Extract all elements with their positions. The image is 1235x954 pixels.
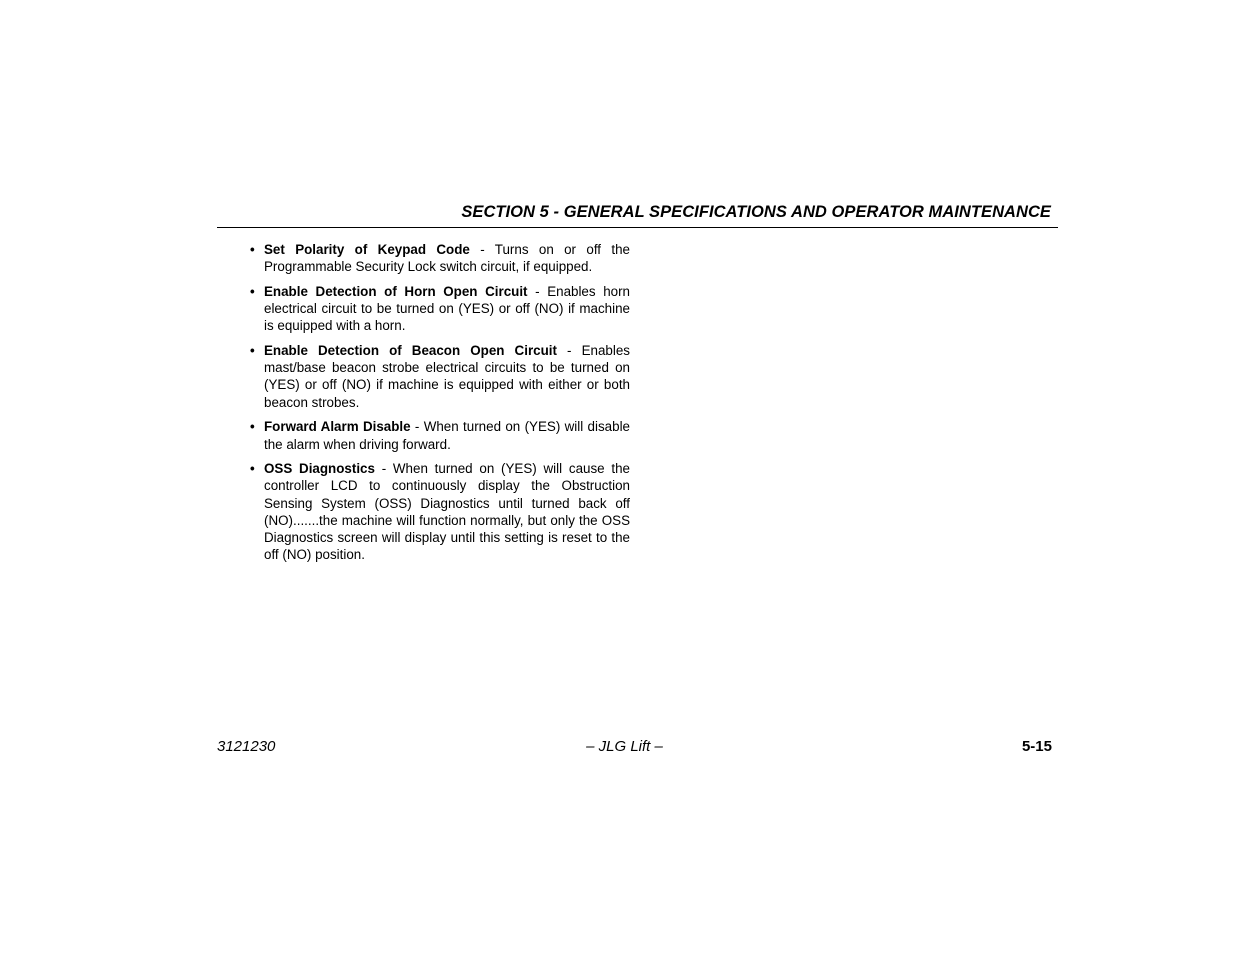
footer-publisher: – JLG Lift – (586, 738, 663, 755)
bullet-icon: • (250, 343, 255, 359)
bullet-item-horn-open-circuit (250, 283, 630, 335)
bullet-icon: • (250, 242, 255, 257)
bullet-icon: • (250, 461, 255, 477)
bullet-item-oss-diagnostics (250, 460, 630, 563)
bullet-term: Enable Detection of Beacon Open Circuit (264, 343, 557, 359)
bullet-description: - Enables mast/base beacon strobe electrical circuits to be turned on (YES) or off (NO) if machine is equipped with either or both beacon strobes. (264, 343, 630, 410)
bullet-term: Enable Detection of Horn Open Circuit (264, 283, 528, 299)
bullet-description: - When turned on (YES) will cause the controller LCD to continuously display the Obstruction Sensing System (OSS) Diagnostics until turned back off (NO).......the machine will function normally, but only the OSS Diagnostics screen will display until this setting is reset to the off (NO) position. (264, 461, 630, 563)
bullet-icon: • (250, 283, 255, 299)
bullet-item-set-polarity (250, 241, 630, 275)
bullet-description: - Enables horn electrical circuit to be turned on (YES) or off (NO) if machine is equipped with a horn. (264, 283, 630, 334)
bullet-term: OSS Diagnostics (264, 461, 375, 477)
footer-doc-number: 3121230 (217, 738, 276, 755)
bullet-term: Set Polarity of Keypad Code (264, 242, 470, 257)
page-header (217, 201, 1058, 228)
bullet-description: - When turned on (YES) will disable the alarm when driving forward. (264, 419, 630, 452)
settings-bullet-list (250, 241, 630, 571)
section-title: SECTION 5 - GENERAL SPECIFICATIONS AND OPERATOR MAINTENANCE (461, 203, 1051, 221)
footer-page-number: 5-15 (1021, 738, 1052, 755)
bullet-term: Forward Alarm Disable (264, 419, 411, 435)
bullet-item-forward-alarm (250, 418, 630, 452)
bullet-item-beacon-open-circuit (250, 342, 630, 411)
bullet-description: - Turns on or off the Programmable Security Lock switch circuit, if equipped. (264, 242, 630, 275)
bullet-icon: • (250, 419, 255, 435)
